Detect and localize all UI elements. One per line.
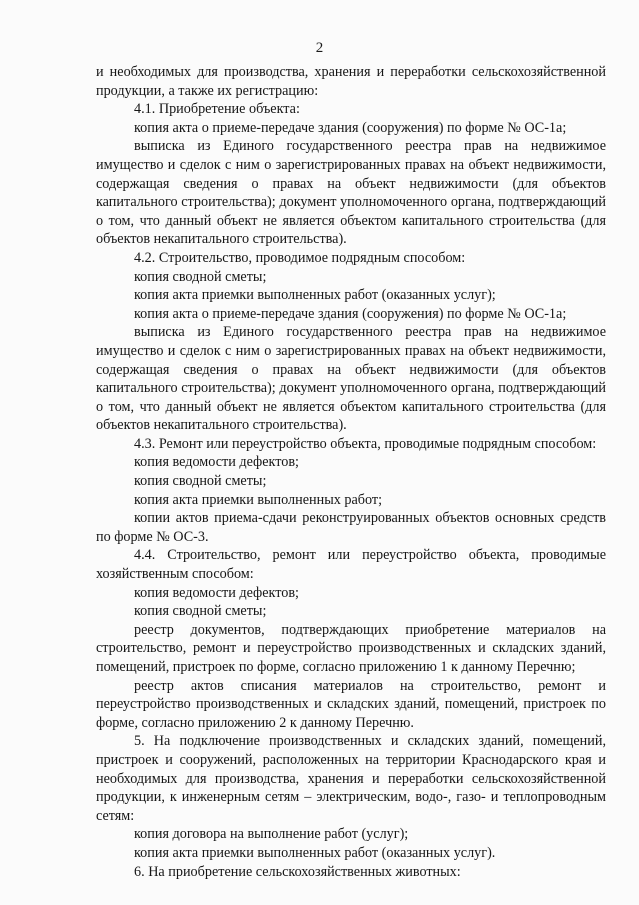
paragraph: копия сводной сметы; xyxy=(134,268,267,285)
page-number: 2 xyxy=(315,40,324,56)
paragraph: копия акта приемки выполненных работ (оказанных услуг). xyxy=(134,844,496,861)
paragraph: копия договора на выполнение работ (услуг); xyxy=(134,826,409,843)
paragraph: 4.1. Приобретение объекта: xyxy=(134,101,300,118)
paragraph: копия сводной сметы; xyxy=(134,603,267,620)
paragraph: копия сводной сметы; xyxy=(134,473,267,490)
paragraph: копия акта о приеме-передаче здания (сооружения) по форме № ОС-1а; xyxy=(134,119,567,136)
document-body xyxy=(96,63,606,881)
paragraph: 6. На приобретение сельскохозяйственных животных: xyxy=(134,863,461,880)
paragraph: копия акта приемки выполненных работ; xyxy=(134,491,383,508)
paragraph: и необходимых для производства, хранения и переработки сельскохозяйственной продукции, а также их регистрацию: xyxy=(96,64,606,99)
paragraph: 4.3. Ремонт или переустройство объекта, проводимые подрядным способом: xyxy=(134,435,597,452)
paragraph: выписка из Единого государственного реестра прав на недвижимое имущество и сделок с ним о зарегистрированных правах на объект недвижимости, содержащая сведения о правах на объект недвижимости (для объектов капитального строительства); документ уполномоченного органа, подтверждающий о том, что данный объект не является объектом капитального строительства (для объектов некапитального строительства). xyxy=(96,138,606,248)
paragraph: 4.4. Строительство, ремонт или переустройство объекта, проводимые хозяйственным способом: xyxy=(96,547,606,583)
paragraph: копия ведомости дефектов; xyxy=(134,584,299,601)
paragraph: 4.2. Строительство, проводимое подрядным способом: xyxy=(134,249,466,266)
paragraph: выписка из Единого государственного реестра прав на недвижимое имущество и сделок с ним о зарегистрированных правах на объект недвижимости, содержащая сведения о правах на объект недвижимости (для объектов капитального строительства); документ уполномоченного органа, подтверждающий о том, что данный объект не является объектом капитального строительства (для объектов некапитального строительства). xyxy=(96,324,606,434)
paragraph: реестр актов списания материалов на строительство, ремонт и переустройство производственных и складских зданий, помещений, пристроек по форме, согласно приложению 2 к данному Перечню. xyxy=(96,677,606,731)
paragraph: копия ведомости дефектов; xyxy=(134,454,299,471)
paragraph: копия акта о приеме-передаче здания (сооружения) по форме № ОС-1а; xyxy=(134,305,567,322)
paragraph: реестр документов, подтверждающих приобретение материалов на строительство, ремонт и переустройство производственных и складских зданий, помещений, пристроек по форме, согласно приложению 1 к данному Перечню; xyxy=(96,621,606,675)
paragraph: копии актов приема-сдачи реконструированных объектов основных средств по форме № ОС-3. xyxy=(96,510,606,545)
paragraph: 5. На подключение производственных и складских зданий, помещений, пристроек и сооружений, расположенных на территории Краснодарского края и необходимых для производства, хранения и переработки сельскохозяйственной продукции, к инженерным сетям – электрическим, водо-, газо- и теплопроводным сетям: xyxy=(96,733,606,824)
paragraph: копия акта приемки выполненных работ (оказанных услуг); xyxy=(134,287,496,304)
